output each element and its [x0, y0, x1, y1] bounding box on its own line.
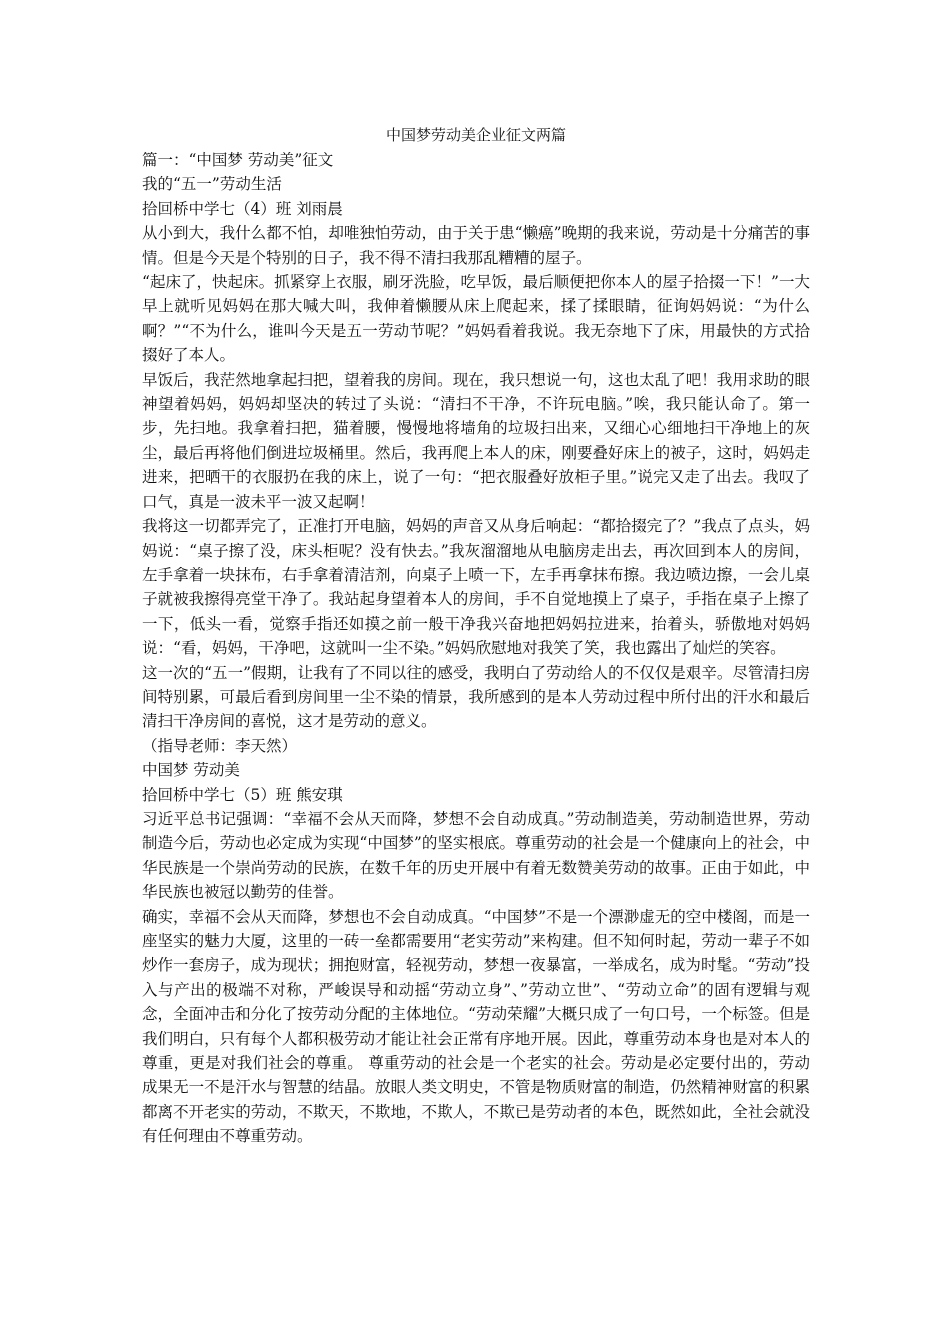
essay-title-1: 我的“五一”劳动生活 [142, 175, 282, 194]
author-line-2: 拾回桥中学七（5）班 熊安琪 [142, 785, 343, 804]
author-line-1: 拾回桥中学七（4）班 刘雨晨 [142, 199, 343, 218]
paragraph: 确实，幸福不会从天而降，梦想也不会自动成真。“中国梦”不是一个漂渺虚无的空中楼阁，而是一座坚实的魅力大厦，这里的一砖一垒都需要用“老实劳动”来构建。但不知何时起，劳动一辈子不如炒作一套房子，成为现状；拥抱财富，轻视劳动，梦想一夜暴富，一举成名，成为时髦。“劳动”投入与产出的极端不对称，严峻误导和动摇“劳动立身”、”劳动立世”、“劳动立命”的固有逻辑与观念，全面冲击和分化了按劳动分配的主体地位。“劳动荣耀”大概只成了一句口号，一个标签。但是我们明白，只有每个人都积极劳动才能让社会正常有序地开展。因此，尊重劳动本身也是对本人的尊重，更是对我们社会的尊重。 尊重劳动的社会是一个老实的社会。劳动是必定要付出的，劳动成果无一不是汗水与智慧的结晶。放眼人类文明史，不管是物质财富的制造，仍然精神财富的积累都离不开老实的劳动，不欺天，不欺地，不欺人，不欺已是劳动者的本色，既然如此，全社会就没有任何理由不尊重劳动。 [142, 907, 810, 1146]
paragraph: “起床了，快起床。抓紧穿上衣服，刷牙洗脸，吃早饭，最后顺便把你本人的屋子拾掇一下！”一大早上就听见妈妈在那大喊大叫，我伸着懒腰从床上爬起来，揉了揉眼睛，征询妈妈说：“为什么啊？”“不为什么，谁叫今天是五一劳动节呢？”妈妈看着我说。我无奈地下了床，用最快的方式拾掇好了本人。 [142, 273, 810, 365]
paragraph: 这一次的“五一”假期，让我有了不同以往的感受，我明白了劳动给人的不仅仅是艰辛。尽管清扫房间特别累，可最后看到房间里一尘不染的情景，我所感到的是本人劳动过程中所付出的汗水和最后清扫干净房间的喜悦，这才是劳动的意义。 [142, 663, 810, 731]
essay-title-2: 中国梦 劳动美 [142, 761, 240, 780]
paragraph: 我将这一切都弄完了，正准打开电脑，妈妈的声音又从身后响起：“都拾掇完了？”我点了点头，妈妈说：“桌子擦了没，床头柜呢？没有快去。”我灰溜溜地从电脑房走出去，再次回到本人的房间，左手拿着一块抹布，右手拿着清洁剂，向桌子上喷一下，左手再拿抹布擦。我边喷边擦，一会儿桌子就被我擦得亮堂干净了。我站起身望着本人的房间，手不自觉地摸上了桌子，手指在桌子上擦了一下，低头一看，觉察手指还如摸之前一般干净我兴奋地把妈妈拉进来，抬着头，骄傲地对妈妈说：“看，妈妈，干净吧，这就叫一尘不染。”妈妈欣慰地对我笑了笑，我也露出了灿烂的笑容。 [142, 517, 810, 658]
paragraph: 从小到大，我什么都不怕，却唯独怕劳动，由于关于患“懒癌”晚期的我来说，劳动是十分痛苦的事情。但是今天是个特别的日子，我不得不清扫我那乱糟糟的屋子。 [142, 224, 810, 267]
document-page [142, 124, 810, 1149]
section-heading-1: 篇一：“中国梦 劳动美”征文 [142, 151, 334, 169]
document-title: 中国梦劳动美企业征文两篇 [385, 126, 566, 144]
paragraph: 习近平总书记强调：“幸福不会从天而降，梦想不会自动成真。”劳动制造美，劳动制造世界，劳动制造今后，劳动也必定成为实现“中国梦”的坚实根底。尊重劳动的社会是一个健康向上的社会，中华民族是一个崇尚劳动的民族，在数千年的历史开展中有着无数赞美劳动的故事。正由于如此，中华民族也被冠以勤劳的佳誉。 [142, 809, 810, 902]
paragraph: 早饭后，我茫然地拿起扫把，望着我的房间。现在，我只想说一句，这也太乱了吧！我用求助的眼神望着妈妈，妈妈却坚决的转过了头说：“清扫不干净，不许玩电脑。”唉，我只能认命了。第一步，先扫地。我拿着扫把，猫着腰，慢慢地将墙角的垃圾扫出来，又细心心细地扫干净地上的灰尘，最后再将他们倒进垃圾桶里。然后，我再爬上本人的床，刚要叠好床上的被子，这时，妈妈走进来，把晒干的衣服扔在我的床上，说了一句：“把衣服叠好放柜子里。”说完又走了出去。我叹了口气，真是一波未平一波又起啊！ [142, 370, 810, 511]
teacher-note: （指导老师：李天然） [142, 736, 298, 755]
